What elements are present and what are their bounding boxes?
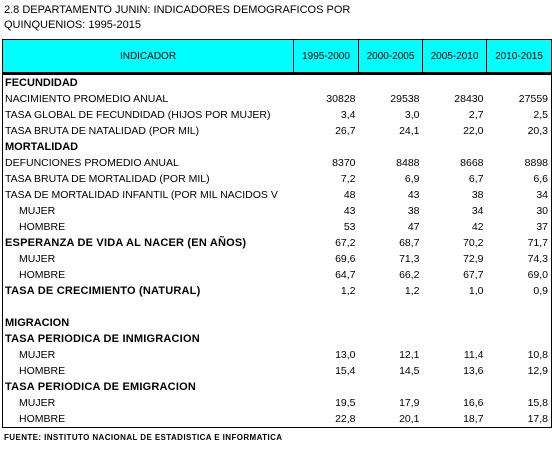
row-label: TASA DE MORTALIDAD INFANTIL (POR MIL NACIDOS V bbox=[3, 187, 294, 203]
cell-value bbox=[423, 331, 487, 347]
table-header bbox=[3, 40, 552, 74]
cell-value: 6,7 bbox=[468, 173, 484, 185]
cell-value: 37 bbox=[487, 219, 552, 235]
cell-value: 8370 bbox=[332, 157, 356, 169]
table-row bbox=[3, 219, 552, 235]
header-period: 2005-2010 bbox=[423, 40, 487, 74]
cell-value: 8668 bbox=[460, 157, 484, 169]
cell-value: 13,0 bbox=[335, 349, 356, 361]
cell-value: 6,6 bbox=[487, 171, 552, 187]
table-row bbox=[3, 91, 552, 107]
row-label: MIGRACION bbox=[3, 315, 294, 331]
row-label: TASA BRUTA DE MORTALIDAD (POR MIL) bbox=[3, 171, 294, 187]
cell-value: 3,4 bbox=[340, 109, 356, 121]
row-label: MUJER bbox=[3, 203, 294, 219]
cell-value: 26,7 bbox=[335, 125, 356, 137]
cell-value: 70,2 bbox=[463, 237, 484, 249]
table-row bbox=[3, 74, 552, 92]
cell-value bbox=[294, 315, 359, 331]
cell-value: 20,3 bbox=[487, 123, 552, 139]
cell-value: 69,0 bbox=[487, 267, 552, 283]
cell-value bbox=[359, 139, 423, 155]
table-row bbox=[3, 363, 552, 379]
header-period: 1995-2000 bbox=[294, 40, 359, 74]
cell-value: 3,0 bbox=[404, 109, 420, 121]
row-label: DEFUNCIONES PROMEDIO ANUAL bbox=[3, 155, 294, 171]
row-label: MORTALIDAD bbox=[3, 139, 294, 155]
table-row bbox=[3, 251, 552, 267]
cell-value: 11,4 bbox=[463, 349, 484, 361]
cell-value: 1,0 bbox=[468, 285, 484, 297]
cell-value: 2,7 bbox=[468, 109, 484, 121]
cell-value: 20,1 bbox=[359, 411, 423, 428]
table-row bbox=[3, 203, 552, 219]
cell-value: 8898 bbox=[487, 155, 552, 171]
header-period: 2000-2005 bbox=[359, 40, 423, 74]
cell-value: 38 bbox=[471, 189, 484, 201]
table-row bbox=[3, 155, 552, 171]
cell-value bbox=[359, 331, 423, 347]
table-row bbox=[3, 123, 552, 139]
cell-value bbox=[423, 139, 487, 155]
cell-value: 66,2 bbox=[399, 269, 420, 281]
cell-value: 24,1 bbox=[399, 125, 420, 137]
header-period: 2010-2015 bbox=[487, 40, 552, 74]
cell-value: 29538 bbox=[390, 93, 420, 105]
table-row bbox=[3, 139, 552, 155]
row-label: TASA DE CRECIMIENTO (NATURAL) bbox=[3, 283, 294, 299]
table-body bbox=[3, 74, 552, 428]
row-label: TASA BRUTA DE NATALIDAD (POR MIL) bbox=[3, 123, 294, 139]
cell-value: 1,2 bbox=[404, 285, 420, 297]
cell-value: 12,9 bbox=[487, 363, 552, 379]
cell-value: 71,3 bbox=[399, 253, 420, 265]
cell-value: 47 bbox=[407, 221, 420, 233]
cell-value bbox=[359, 315, 423, 331]
table-row bbox=[3, 347, 552, 363]
table-row bbox=[3, 331, 552, 347]
cell-value: 30 bbox=[487, 203, 552, 219]
table-row bbox=[3, 235, 552, 251]
table-row bbox=[3, 267, 552, 283]
cell-value bbox=[487, 299, 552, 315]
cell-value: 10,8 bbox=[487, 347, 552, 363]
row-label: HOMBRE bbox=[3, 219, 294, 235]
cell-value: 15,8 bbox=[487, 395, 552, 411]
cell-value bbox=[294, 139, 359, 155]
cell-value: 19,5 bbox=[335, 397, 356, 409]
cell-value bbox=[423, 315, 487, 331]
cell-value: 15,4 bbox=[335, 365, 356, 377]
cell-value: 69,6 bbox=[335, 253, 356, 265]
cell-value: 12,1 bbox=[399, 349, 420, 361]
cell-value: 16,6 bbox=[463, 397, 484, 409]
table-row bbox=[3, 379, 552, 395]
cell-value bbox=[359, 74, 423, 92]
cell-value: 68,7 bbox=[399, 237, 420, 249]
row-label: FECUNDIDAD bbox=[3, 74, 294, 92]
cell-value: 0,9 bbox=[487, 283, 552, 299]
cell-value bbox=[359, 299, 423, 315]
cell-value: 38 bbox=[407, 205, 420, 217]
table-row bbox=[3, 395, 552, 411]
source-note: FUENTE: INSTITUTO NACIONAL DE ESTADISTICA E INFORMATICA bbox=[4, 433, 283, 442]
title-line-2: QUINQUENIOS: 1995-2015 bbox=[4, 19, 141, 31]
cell-value: 53 bbox=[343, 221, 356, 233]
cell-value bbox=[423, 299, 487, 315]
cell-value: 48 bbox=[343, 189, 356, 201]
cell-value: 22,8 bbox=[294, 411, 359, 428]
row-label: TASA PERIODICA DE EMIGRACION bbox=[3, 379, 294, 395]
cell-value: 43 bbox=[407, 189, 420, 201]
header-indicator: INDICADOR bbox=[3, 40, 294, 74]
cell-value bbox=[487, 331, 552, 347]
cell-value: 7,2 bbox=[340, 173, 356, 185]
cell-value bbox=[294, 299, 359, 315]
cell-value bbox=[487, 139, 552, 155]
cell-value: 34 bbox=[487, 187, 552, 203]
cell-value bbox=[359, 379, 423, 395]
row-label: ESPERANZA DE VIDA AL NACER (EN AÑOS) bbox=[3, 235, 294, 251]
cell-value: 8488 bbox=[396, 157, 420, 169]
cell-value: 27559 bbox=[487, 91, 552, 107]
cell-value: 13,6 bbox=[463, 365, 484, 377]
cell-value bbox=[487, 315, 552, 331]
row-label: HOMBRE bbox=[3, 411, 294, 428]
header-row bbox=[3, 40, 552, 74]
cell-value bbox=[487, 379, 552, 395]
table-row bbox=[3, 299, 552, 315]
row-label: MUJER bbox=[3, 347, 294, 363]
cell-value: 17,8 bbox=[487, 411, 552, 428]
row-label: HOMBRE bbox=[3, 363, 294, 379]
table-row bbox=[3, 107, 552, 123]
cell-value: 67,2 bbox=[335, 237, 356, 249]
cell-value: 18,7 bbox=[423, 411, 487, 428]
cell-value: 22,0 bbox=[463, 125, 484, 137]
table-row bbox=[3, 315, 552, 331]
cell-value bbox=[294, 331, 359, 347]
cell-value: 71,7 bbox=[487, 235, 552, 251]
title-line-1: 2.8 DEPARTAMENTO JUNIN: INDICADORES DEMOGRAFICOS POR bbox=[4, 4, 351, 16]
row-label: TASA PERIODICA DE INMIGRACION bbox=[3, 331, 294, 347]
row-label bbox=[3, 299, 294, 315]
cell-value bbox=[294, 379, 359, 395]
cell-value: 64,7 bbox=[335, 269, 356, 281]
row-label: MUJER bbox=[3, 251, 294, 267]
cell-value bbox=[423, 74, 487, 92]
cell-value bbox=[294, 74, 359, 92]
indicators-table bbox=[2, 39, 552, 428]
cell-value: 42 bbox=[471, 221, 484, 233]
table-row bbox=[3, 171, 552, 187]
cell-value: 28430 bbox=[454, 93, 484, 105]
cell-value: 1,2 bbox=[340, 285, 356, 297]
cell-value: 74,3 bbox=[487, 251, 552, 267]
table-row bbox=[3, 187, 552, 203]
cell-value: 43 bbox=[343, 205, 356, 217]
cell-value: 34 bbox=[471, 205, 484, 217]
cell-value: 72,9 bbox=[463, 253, 484, 265]
cell-value bbox=[423, 379, 487, 395]
cell-value: 2,5 bbox=[487, 107, 552, 123]
row-label: TASA GLOBAL DE FECUNDIDAD (HIJOS POR MUJER) bbox=[3, 107, 294, 123]
table-row bbox=[3, 411, 552, 428]
table-title bbox=[4, 3, 350, 33]
cell-value: 67,7 bbox=[463, 269, 484, 281]
row-label: NACIMIENTO PROMEDIO ANUAL bbox=[3, 91, 294, 107]
cell-value: 30828 bbox=[326, 93, 356, 105]
cell-value bbox=[487, 74, 552, 92]
cell-value: 14,5 bbox=[399, 365, 420, 377]
table-row bbox=[3, 283, 552, 299]
row-label: MUJER bbox=[3, 395, 294, 411]
cell-value: 6,9 bbox=[404, 173, 420, 185]
cell-value: 17,9 bbox=[399, 397, 420, 409]
row-label: HOMBRE bbox=[3, 267, 294, 283]
